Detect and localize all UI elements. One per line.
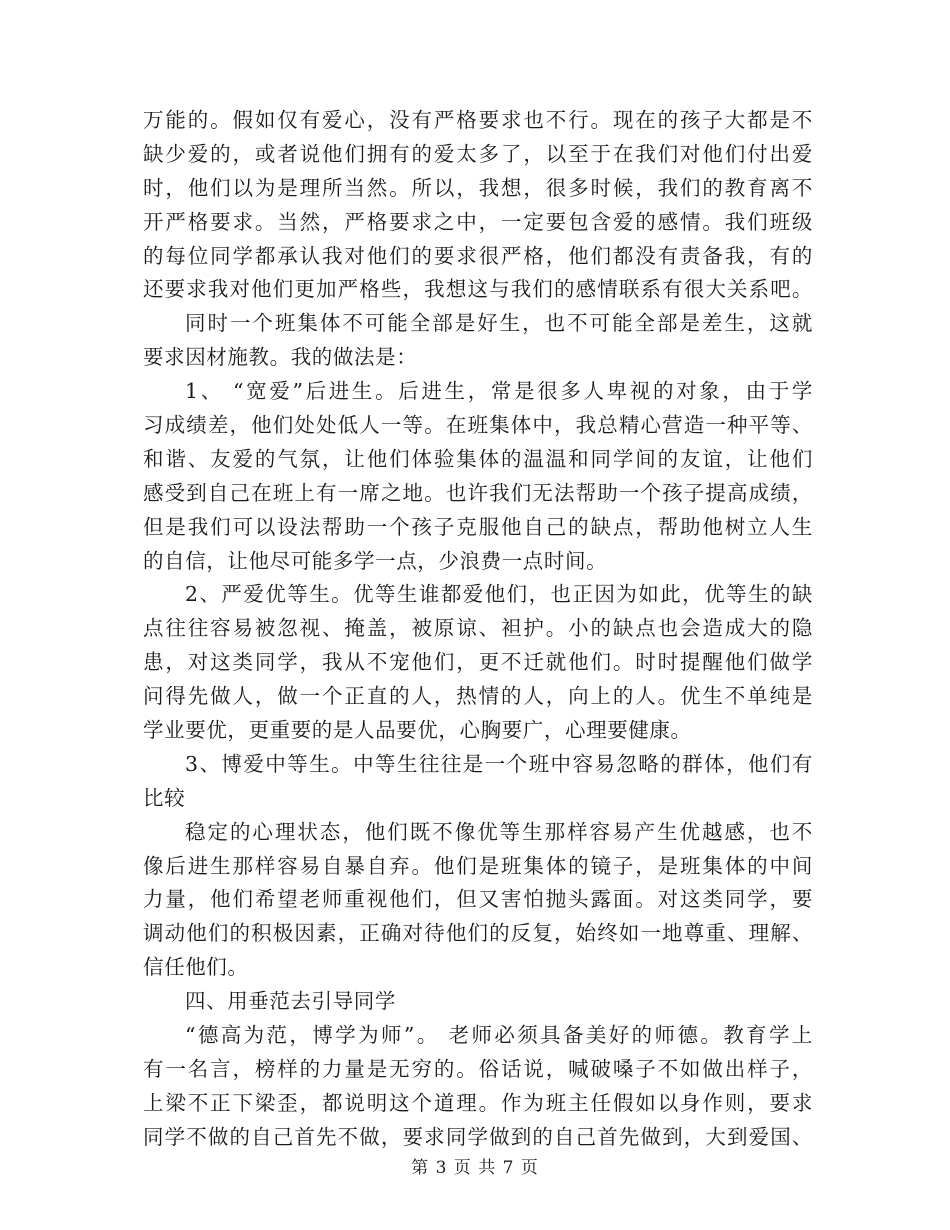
paragraph-line: 调动他们的积极因素，正确对待他们的反复，始终如一地尊重、理解、 bbox=[143, 921, 813, 946]
paragraph-line: 力量，他们希望老师重视他们，但又害怕抛头露面。对这类同学，要 bbox=[143, 887, 813, 912]
paragraph-line: 缺少爱的，或者说他们拥有的爱太多了，以至于在我们对他们付出爱 bbox=[143, 141, 813, 166]
paragraph-line: “德高为范，博学为师”。 老师必须具备美好的师德。教育学上 bbox=[185, 1023, 813, 1048]
paragraph-line: 习成绩差，他们处处低人一等。在班集体中，我总精心营造一种平等、 bbox=[143, 413, 813, 438]
paragraph-line: 还要求我对他们更加严格些，我想这与我们的感情联系有很大关系吧。 bbox=[143, 277, 813, 302]
paragraph-line: 稳定的心理状态，他们既不像优等生那样容易产生优越感，也不 bbox=[185, 819, 813, 844]
paragraph-line: 问得先做人，做一个正直的人，热情的人，向上的人。优生不单纯是 bbox=[143, 684, 813, 709]
paragraph-line: 同学不做的自己首先不做，要求同学做到的自己首先做到，大到爱国、 bbox=[143, 1124, 813, 1149]
paragraph-line: 患，对这类同学，我从不宠他们，更不迁就他们。时时提醒他们做学 bbox=[143, 650, 813, 675]
paragraph-line: 信任他们。 bbox=[143, 955, 249, 980]
paragraph-line: 要求因材施教。我的做法是： bbox=[143, 345, 418, 370]
paragraph-line: 时，他们以为是理所当然。所以，我想，很多时候，我们的教育离不 bbox=[143, 175, 813, 200]
paragraph-line: 但是我们可以设法帮助一个孩子克服他自己的缺点，帮助他树立人生 bbox=[143, 514, 813, 539]
paragraph-line: 上梁不正下梁歪，都说明这个道理。作为班主任假如以身作则，要求 bbox=[143, 1090, 813, 1115]
paragraph-line: 2、严爱优等生。优等生谁都爱他们，也正因为如此，优等生的缺 bbox=[185, 582, 813, 607]
paragraph-line: 的自信，让他尽可能多学一点，少浪费一点时间。 bbox=[143, 548, 608, 573]
document-body bbox=[143, 104, 813, 1155]
paragraph-line: 感受到自己在班上有一席之地。也许我们无法帮助一个孩子提高成绩， bbox=[143, 480, 813, 505]
paragraph-line: 3、博爱中等生。中等生往往是一个班中容易忽略的群体，他们有 bbox=[185, 751, 813, 776]
page-number: 第 3 页 共 7 页 bbox=[411, 1158, 539, 1178]
section-heading: 四、用垂范去引导同学 bbox=[185, 989, 396, 1014]
paragraph-line: 和谐、友爱的气氛，让他们体验集体的温温和同学间的友谊，让他们 bbox=[143, 446, 813, 471]
paragraph-line: 的每位同学都承认我对他们的要求很严格，他们都没有责备我，有的 bbox=[143, 243, 813, 268]
paragraph-line: 开严格要求。当然，严格要求之中，一定要包含爱的感情。我们班级 bbox=[143, 209, 813, 234]
paragraph-line: 有一名言，榜样的力量是无穷的。俗话说，喊破嗓子不如做出样子， bbox=[143, 1056, 813, 1081]
paragraph-line: 学业要优，更重要的是人品要优，心胸要广，心理要健康。 bbox=[143, 718, 692, 743]
paragraph-line: 万能的。假如仅有爱心，没有严格要求也不行。现在的孩子大都是不 bbox=[143, 108, 813, 132]
paragraph-line: 同时一个班集体不可能全部是好生，也不可能全部是差生，这就 bbox=[185, 311, 813, 336]
paragraph-line: 点往往容易被忽视、掩盖，被原谅、袒护。小的缺点也会造成大的隐 bbox=[143, 616, 813, 641]
paragraph-line: 比较 bbox=[143, 785, 186, 810]
paragraph-line: 1、 “宽爱”后进生。后进生，常是很多人卑视的对象，由于学 bbox=[185, 379, 813, 404]
paragraph-line: 像后进生那样容易自暴自弃。他们是班集体的镜子，是班集体的中间 bbox=[143, 853, 813, 878]
